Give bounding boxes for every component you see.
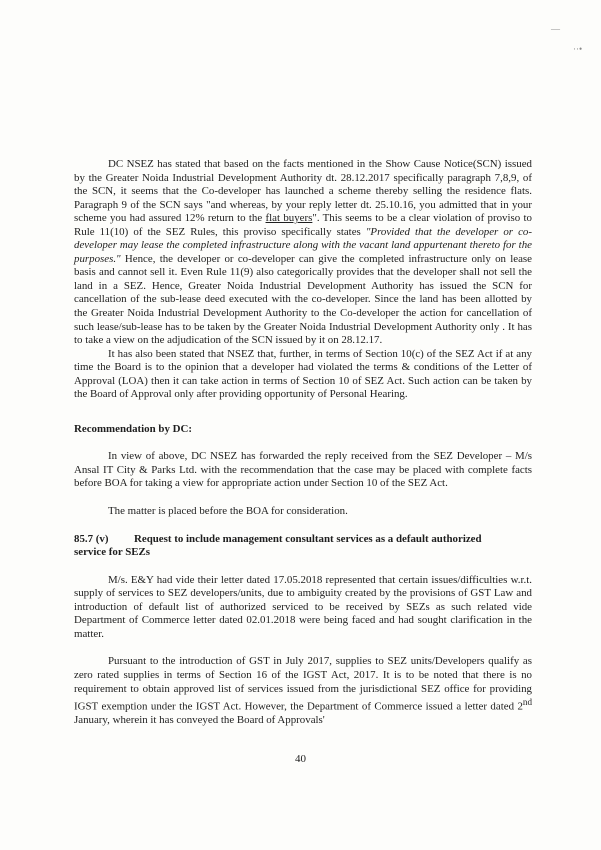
underlined-text: flat buyers — [265, 212, 313, 225]
paragraph-text: Hence, the developer or co-developer can give the completed infrastructure only on lease basis and cannot sell it. Even Rule 11(9) also categorically provides that the developer shall not sell the land in a SEZ. Hence, Greater Noida Industrial Development Authority has issued the SCN for cancellation of the sub-lease deed executed with the co-developer. Since the land has been allotted by the Greater Noida Industrial Development Authority to the Co-developer the action for cancellation of such lease/sub-lease has to be taken by the Greater Noida Industrial Development Authority only . It has to take a view on the adjudication of the SCN issued by it on 28.12.17. — [74, 252, 532, 347]
paragraph-text: DC NSEZ has stated that based on the facts mentioned in the Show Cause Notice(SCN) issued by the Greater Noida Industrial Development Authority dt. 28.12.2017 specifically paragraph 7,8,9, of the SCN, it seems that the Co-developer has launched a scheme thereby selling the residence flats. Paragraph 9 of the SCN says "and whereas, by your reply letter dt. 25.10.16, you admitted that in your scheme you had assured 12% return to the — [74, 158, 532, 225]
page-number: 40 — [295, 753, 306, 765]
paragraph-dc-nsez-statement — [74, 158, 532, 348]
paragraph-text: ". This seems to be a clear violation of proviso to Rule 11(10) of the SEZ Rules, this proviso specifically states — [74, 212, 532, 238]
section-title-continued: service for SEZs — [74, 546, 151, 559]
paragraph-matter-placed: The matter is placed before the BOA for consideration. — [108, 505, 348, 518]
section-heading — [74, 533, 532, 560]
paragraph-gst-introduction — [74, 655, 532, 727]
paragraph-ey-letter: M/s. E&Y had vide their letter dated 17.05.2018 represented that certain issues/difficulties w.r.t. supply of services to SEZ developers/units, due to ambiguity created by the provisions of GST Law and introduction of default list of authorized serviced to be received by SEZs as such related vide Department of Commerce letter dated 02.01.2018 were being faced and had sought clarification in the matter. — [74, 573, 532, 640]
paragraph-section-10c: It has also been stated that NSEZ that, further, in terms of Section 10(c) of the SEZ Act if at any time the Board is to the opinion that a developer had violated the terms & conditions of the Letter of Approval (LOA) then it can take action in terms of Section 10 of SEZ Act. Such action can be taken by the Board of Approval only after providing opportunity of Personal Hearing. — [74, 347, 532, 401]
document-body — [74, 158, 532, 728]
section-number: 85.7 (v) — [74, 532, 109, 545]
paragraph-text: Pursuant to the introduction of GST in July 2017, supplies to SEZ units/Developers qualify as zero rated supplies in terms of Section 16 of the IGST Act, 2017. It is to be noted that there is no requirement to obtain approved list of services issued from the jurisdictional SEZ office for providing IGST exemption under the IGST Act. However, the Department of Commerce issued a letter dated 2 — [74, 655, 532, 713]
italic-quote: "Provided that the developer or co-developer may lease the completed infrastructure along with the vacant land appurtenant thereto for the purposes." — [74, 225, 532, 265]
section-title: Request to include management consultant services as a default authorized — [134, 532, 482, 545]
scan-mark: ··• — [573, 44, 583, 54]
superscript: nd — [522, 697, 532, 708]
paragraph-recommendation: In view of above, DC NSEZ has forwarded the reply received from the SEZ Developer – M/s Ansal IT City & Parks Ltd. with the recommendation that the case may be placed with complete facts before BOA for taking a view for appropriate action under Section 10 of the SEZ Act. — [74, 450, 532, 490]
paragraph-text: January, wherein it has conveyed the Board of Approvals' — [74, 714, 325, 727]
scan-mark: — — [551, 24, 560, 34]
recommendation-heading: Recommendation by DC: — [74, 422, 192, 435]
